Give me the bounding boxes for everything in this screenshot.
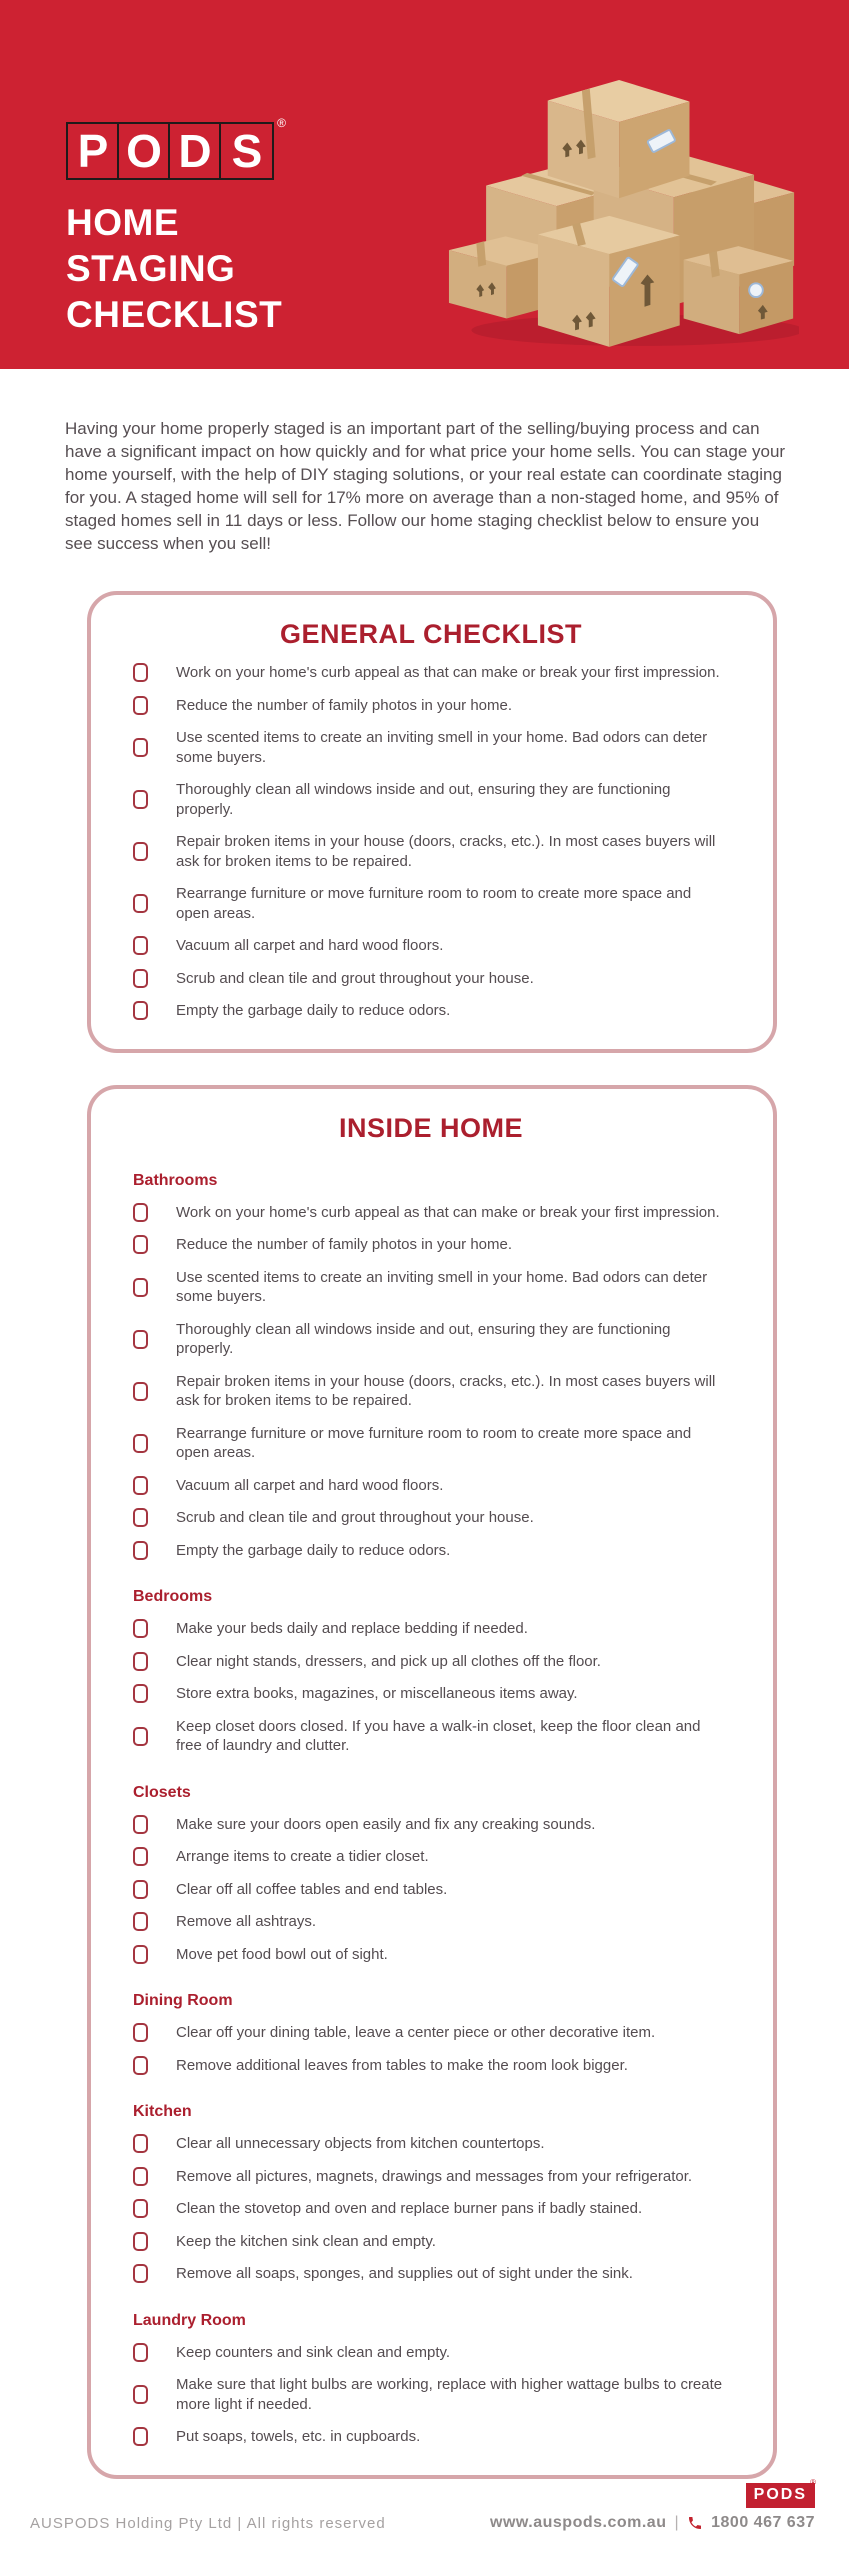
checklist-card <box>87 591 777 1053</box>
checkbox[interactable] <box>133 1203 148 1222</box>
checkbox[interactable] <box>133 1434 148 1453</box>
checklist-item-label: Arrange items to create a tidier closet. <box>176 1848 429 1865</box>
intro-paragraph: Having your home properly staged is an important part of the selling/buying process and can have a significant impact on how quickly and for what price your home sells. You can stage your home yourself, with the help of DIY staging solutions, or your real estate can coordinate staging for you. A staged home will sell for 17% more on average than a non-staged home, and 95% of staged homes sell in 11 days or less. Follow our home staging checklist below to ensure you see success when you sell! <box>65 419 786 553</box>
checkbox[interactable] <box>133 663 148 682</box>
checklist-item <box>133 728 729 767</box>
checkbox[interactable] <box>133 1476 148 1495</box>
checklist-item <box>133 1372 729 1411</box>
copyright-text: AUSPODS Holding Pty Ltd | All rights reserved <box>30 2515 386 2532</box>
checklist-item-label: Remove additional leaves from tables to make the room look bigger. <box>176 2056 628 2074</box>
checkbox[interactable] <box>133 1912 148 1931</box>
website-link[interactable]: www.auspods.com.au <box>490 2514 667 2531</box>
cardboard-boxes-illustration <box>447 55 799 365</box>
checkbox[interactable] <box>133 2264 148 2283</box>
page-title-line: HOME <box>66 202 179 243</box>
checkbox[interactable] <box>133 1619 148 1638</box>
registered-mark: ® <box>810 2478 816 2487</box>
checklist-item-label: Clear all unnecessary objects from kitchen countertops. <box>176 2135 545 2152</box>
checklist-item-label: Repair broken items in your house (doors, cracks, etc.). In most cases buyers will ask for broken items to be repaired. <box>176 833 716 870</box>
logo-letter: D <box>178 125 211 177</box>
checkbox[interactable] <box>133 2232 148 2251</box>
checkbox[interactable] <box>133 1727 148 1746</box>
checkbox[interactable] <box>133 936 148 955</box>
checklist-item-label: Scrub and clean tile and grout throughout your house. <box>176 969 534 987</box>
checklist-item-label: Make your beds daily and replace bedding if needed. <box>176 1620 528 1637</box>
group-title: Closets <box>133 1783 191 1801</box>
checkbox[interactable] <box>133 1278 148 1297</box>
checklist-group <box>133 1588 729 1756</box>
checklist-item <box>133 1815 729 1835</box>
checkbox[interactable] <box>133 1541 148 1560</box>
checkbox[interactable] <box>133 1880 148 1899</box>
checklist-group <box>133 1784 729 1965</box>
checkbox[interactable] <box>133 696 148 715</box>
checklist-item <box>133 1619 729 1639</box>
checklist-item-label: Clean the stovetop and oven and replace burner pans if badly stained. <box>176 2200 643 2217</box>
checklist-item-label: Work on your home's curb appeal as that can make or break your first impression. <box>176 1203 720 1221</box>
checklist-item-label: Vacuum all carpet and hard wood floors. <box>176 1476 444 1494</box>
checklist-item-label: Repair broken items in your house (doors, cracks, etc.). In most cases buyers will ask for broken items to be repaired. <box>176 1372 716 1409</box>
checklist-item-label: Vacuum all carpet and hard wood floors. <box>176 937 444 954</box>
checkbox[interactable] <box>133 1001 148 1020</box>
checklist-item <box>133 1717 729 1756</box>
checklist-item-label: Clear night stands, dressers, and pick up all clothes off the floor. <box>176 1652 601 1670</box>
logo-letter: O <box>126 125 161 177</box>
checklist-item <box>133 2134 729 2154</box>
checkbox[interactable] <box>133 1652 148 1671</box>
checklist-item <box>133 1945 729 1965</box>
checklist-item-label: Empty the garbage daily to reduce odors. <box>176 1541 451 1559</box>
checklist-item-label: Work on your home's curb appeal as that can make or break your first impression. <box>176 664 720 681</box>
checklist-item-label: Put soaps, towels, etc. in cupboards. <box>176 2428 421 2445</box>
checklist-item <box>133 1424 729 1463</box>
registered-mark: ® <box>277 116 286 130</box>
checklist-item <box>133 936 729 956</box>
checklist-item-label: Use scented items to create an inviting smell in your home. Bad odors can deter some buyers. <box>176 729 708 766</box>
group-title: Kitchen <box>133 2103 192 2120</box>
checklist-item <box>133 780 729 819</box>
checklist-item <box>133 1684 729 1704</box>
checklist-item <box>133 2167 729 2187</box>
footer-separator: | <box>674 2514 680 2531</box>
checkbox[interactable] <box>133 969 148 988</box>
logo-letter: S <box>231 125 262 177</box>
checklist-item <box>133 2056 729 2076</box>
checkbox[interactable] <box>133 842 148 861</box>
checklist-item-label: Remove all soaps, sponges, and supplies out of sight under the sink. <box>176 2265 633 2282</box>
checkbox[interactable] <box>133 2134 148 2153</box>
page-title-line: CHECKLIST <box>66 294 283 335</box>
checkbox[interactable] <box>133 1235 148 1254</box>
checklist-item <box>133 1268 729 1307</box>
checklist-group <box>133 2103 729 2284</box>
checklist-item <box>133 2375 729 2414</box>
checklist-item <box>133 1541 729 1561</box>
checkbox[interactable] <box>133 2199 148 2218</box>
group-title: Bedrooms <box>133 1588 213 1605</box>
header <box>0 0 849 369</box>
checklist-item <box>133 969 729 989</box>
checklist-item <box>133 1508 729 1528</box>
checkbox[interactable] <box>133 1945 148 1964</box>
pods-logo <box>66 116 286 180</box>
checklist-item <box>133 2427 729 2447</box>
checklist-group <box>133 663 729 1021</box>
checklist-item-label: Rearrange furniture or move furniture room to room to create more space and open areas. <box>176 885 692 922</box>
checklist-card <box>87 1085 777 2479</box>
checkbox[interactable] <box>133 2056 148 2075</box>
checklist-item-label: Clear off your dining table, leave a center piece or other decorative item. <box>176 2024 656 2041</box>
logo-letter: P <box>77 125 108 177</box>
page-title <box>66 200 282 338</box>
card-title: GENERAL CHECKLIST <box>279 619 583 649</box>
footer-pods-logo: PODS ® <box>746 2483 815 2508</box>
checklist-item-label: Thoroughly clean all windows inside and out, ensuring they are functioning properly. <box>176 781 671 818</box>
checkbox[interactable] <box>133 1382 148 1401</box>
checklist-item <box>133 832 729 871</box>
checkbox[interactable] <box>133 2385 148 2404</box>
checklist-item-label: Store extra books, magazines, or miscellaneous items away. <box>176 1685 578 1702</box>
checklist-item-label: Move pet food bowl out of sight. <box>176 1945 388 1963</box>
group-title: Laundry Room <box>133 2311 246 2329</box>
checklist-item <box>133 1001 729 1021</box>
checkbox[interactable] <box>133 2427 148 2446</box>
checklist-item <box>133 1235 729 1255</box>
checklist-item-label: Scrub and clean tile and grout throughout your house. <box>176 1509 534 1526</box>
checklist-item-label: Remove all pictures, magnets, drawings and messages from your refrigerator. <box>176 2167 693 2185</box>
checklist-item-label: Reduce the number of family photos in your home. <box>176 1236 513 1253</box>
card-title: INSIDE HOME <box>338 1112 524 1143</box>
checklist-item-label: Rearrange furniture or move furniture room to room to create more space and open areas. <box>176 1424 692 1461</box>
checklist-item <box>133 2264 729 2284</box>
box <box>548 80 690 198</box>
checkbox[interactable] <box>133 894 148 913</box>
checkbox[interactable] <box>133 1847 148 1866</box>
checklist-item <box>133 1476 729 1496</box>
checklist-item-label: Empty the garbage daily to reduce odors. <box>176 1002 451 1019</box>
group-title: Dining Room <box>133 1992 233 2009</box>
checklist-item <box>133 2199 729 2219</box>
checklist-item <box>133 1203 729 1223</box>
checklist-group <box>133 1172 729 1561</box>
checklist-item <box>133 1912 729 1932</box>
checklist-group <box>133 2312 729 2447</box>
checklist-group <box>133 1992 729 2075</box>
checklist-item-label: Keep the kitchen sink clean and empty. <box>176 2232 436 2250</box>
checkbox[interactable] <box>133 790 148 809</box>
checkbox[interactable] <box>133 1330 148 1349</box>
box <box>538 216 680 347</box>
checkbox[interactable] <box>133 738 148 757</box>
checkbox[interactable] <box>133 1508 148 1527</box>
box <box>684 246 794 334</box>
checklist-item-label: Make sure that light bulbs are working, replace with higher wattage bulbs to create more light if needed. <box>176 2376 723 2413</box>
group-title: Bathrooms <box>133 1171 218 1189</box>
checklist-item-label: Thoroughly clean all windows inside and out, ensuring they are functioning properly. <box>176 1320 671 1357</box>
checklist-item <box>133 2023 729 2043</box>
checkbox[interactable] <box>133 1815 148 1834</box>
pods-logo-box <box>66 122 274 180</box>
checkbox[interactable] <box>133 2167 148 2186</box>
checkbox[interactable] <box>133 2023 148 2042</box>
checklist-item-label: Use scented items to create an inviting smell in your home. Bad odors can deter some buyers. <box>176 1268 708 1305</box>
checklist-item-label: Clear off all coffee tables and end tables. <box>176 1880 448 1898</box>
checklist-item <box>133 2232 729 2252</box>
checklist-item <box>133 1880 729 1900</box>
phone-number[interactable]: 1800 467 637 <box>711 2514 815 2531</box>
checklist-item-label: Reduce the number of family photos in your home. <box>176 696 513 714</box>
checkbox[interactable] <box>133 2343 148 2362</box>
checklist-item <box>133 1652 729 1672</box>
checklist-item-label: Keep counters and sink clean and empty. <box>176 2343 451 2361</box>
checklist-item <box>133 696 729 716</box>
footer <box>0 2478 849 2532</box>
checklist-container <box>0 591 849 2479</box>
checklist-item <box>133 1847 729 1867</box>
checkbox[interactable] <box>133 1684 148 1703</box>
checklist-item <box>133 884 729 923</box>
phone-icon <box>687 2515 703 2531</box>
checklist-item-label: Make sure your doors open easily and fix any creaking sounds. <box>176 1815 596 1833</box>
page-title-line: STAGING <box>66 248 236 289</box>
checklist-item <box>133 1320 729 1359</box>
checklist-item-label: Remove all ashtrays. <box>176 1913 317 1930</box>
checklist-item-label: Keep closet doors closed. If you have a walk-in closet, keep the floor clean and free of laundry and clutter. <box>176 1717 701 1754</box>
checklist-item <box>133 663 729 683</box>
checklist-item <box>133 2343 729 2363</box>
